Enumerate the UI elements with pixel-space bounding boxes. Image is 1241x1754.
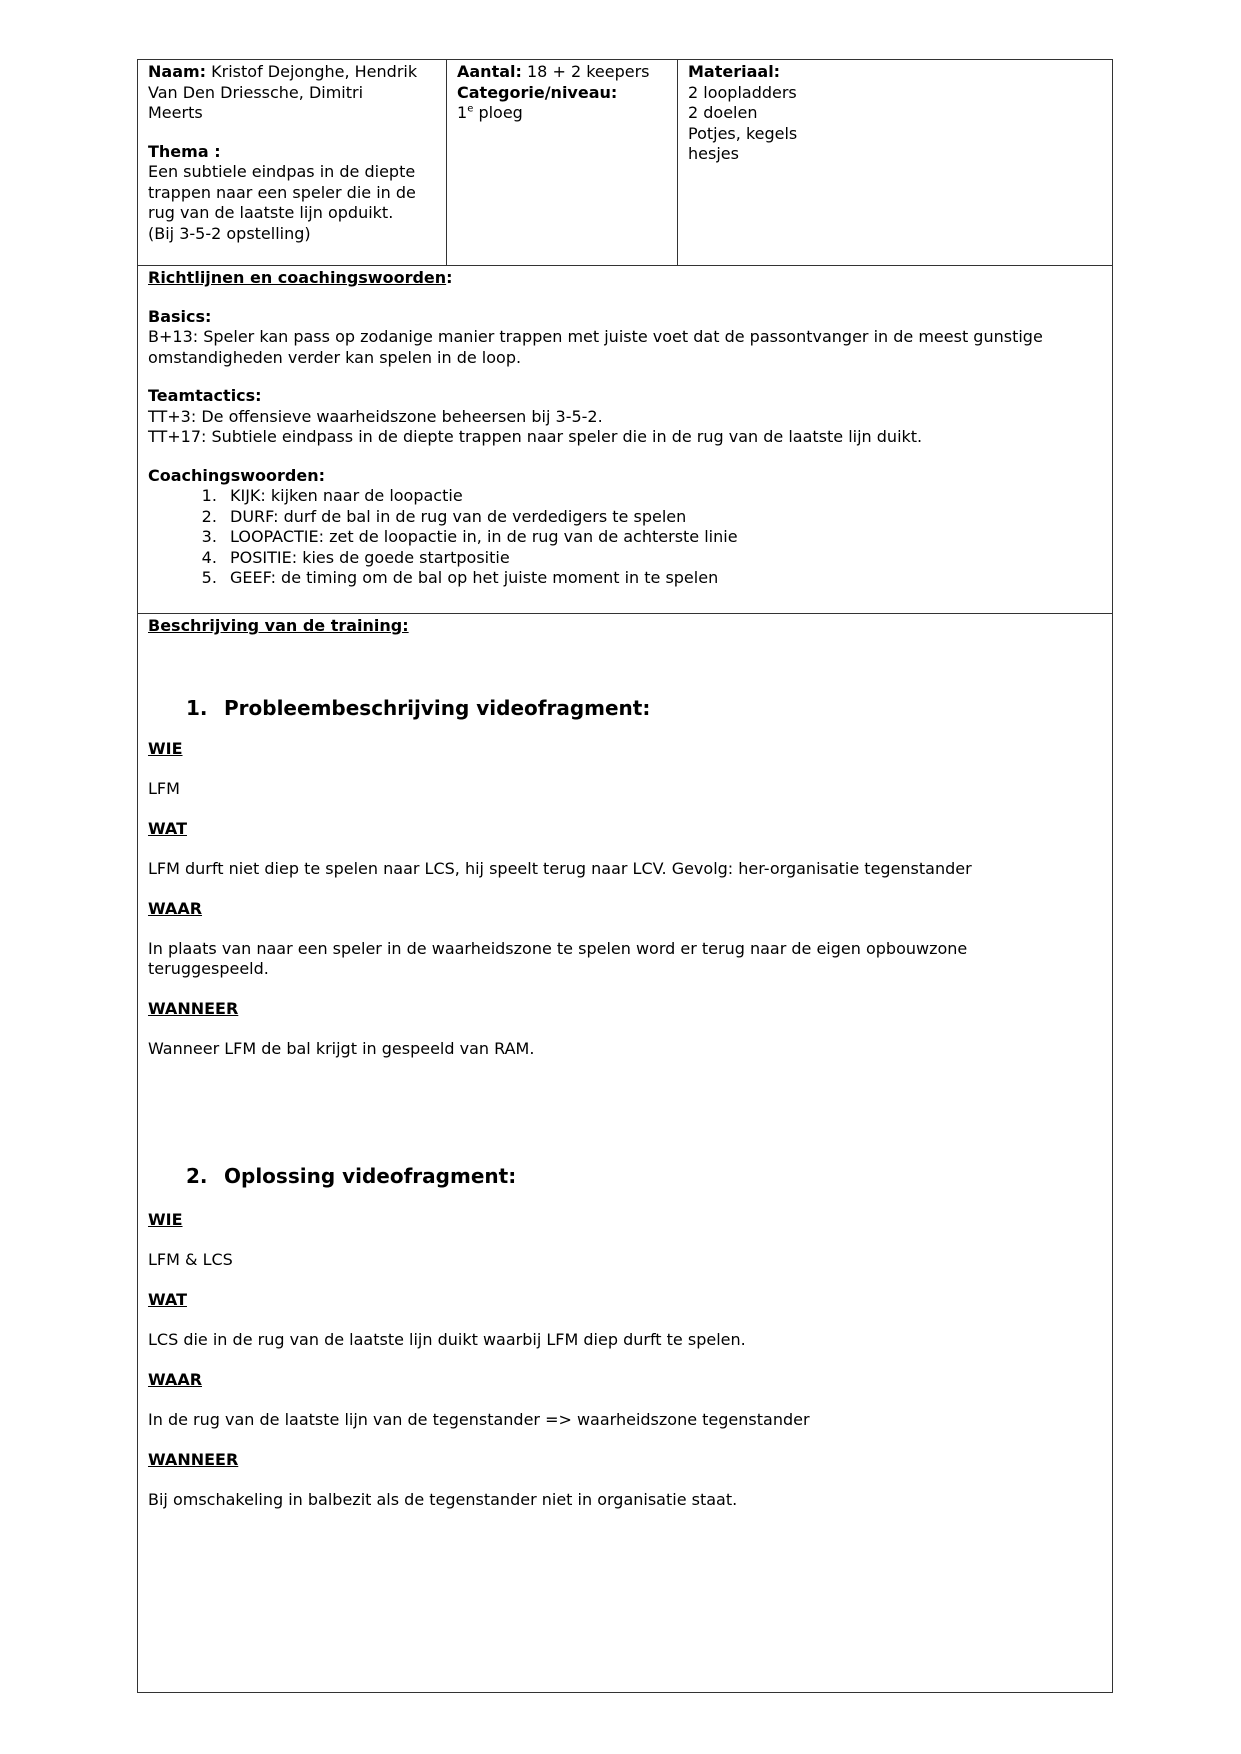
categorie-value: ploeg bbox=[478, 103, 523, 122]
s2-wat-label: WAT bbox=[148, 1290, 187, 1309]
coaching-label: Coachingswoorden: bbox=[148, 465, 326, 485]
s1-waar-line: teruggespeeld. bbox=[148, 959, 269, 978]
richtlijnen-colon: : bbox=[446, 268, 453, 287]
header-row bbox=[138, 60, 1112, 266]
s1-wie-value: LFM bbox=[148, 779, 180, 798]
s2-wie-value: LFM & LCS bbox=[148, 1250, 233, 1269]
s2-wie-label: WIE bbox=[148, 1210, 183, 1229]
materiaal-item: 2 loopladders bbox=[688, 82, 797, 102]
thema-label: Thema : bbox=[148, 141, 221, 161]
naam-label: Naam: bbox=[148, 62, 207, 81]
s1-wie-label: WIE bbox=[148, 739, 183, 758]
s1-wanneer-value: Wanneer LFM de bal krijgt in gespeeld van RAM. bbox=[148, 1039, 535, 1058]
coaching-item: 4. POSITIE: kies de goede startpositie bbox=[222, 548, 1102, 569]
naam-line3: Meerts bbox=[148, 103, 203, 122]
teamtactic-line: TT+3: De offensieve waarheidszone beheersen bij 3-5-2. bbox=[148, 406, 603, 426]
richtlijnen-title: Richtlijnen en coachingswoorden bbox=[148, 268, 447, 287]
naam-line1: Kristof Dejonghe, Hendrik bbox=[211, 62, 418, 81]
basics-line: B+13: Speler kan pass op zodanige manier trappen met juiste voet dat de passontvanger in de meest gunstige bbox=[148, 327, 1043, 346]
s1-wat-label: WAT bbox=[148, 819, 187, 838]
materiaal-item: hesjes bbox=[688, 144, 739, 163]
coaching-item: 1. KIJK: kijken naar de loopactie bbox=[222, 486, 1102, 507]
teamtactic-line: TT+17: Subtiele eindpass in de diepte trappen naar speler die in de rug van de laatste lijn duikt. bbox=[148, 427, 923, 446]
thema-line: trappen naar een speler die in de bbox=[148, 182, 416, 202]
naam-line2: Van Den Driessche, Dimitri bbox=[148, 82, 364, 102]
richtlijnen-section bbox=[138, 266, 1112, 614]
s2-wat-value: LCS die in de rug van de laatste lijn duikt waarbij LFM diep durft te spelen. bbox=[148, 1330, 746, 1349]
s2-waar-value: In de rug van de laatste lijn van de tegenstander => waarheidszone tegenstander bbox=[148, 1410, 810, 1429]
training-sheet bbox=[137, 59, 1113, 1693]
aantal-cell bbox=[447, 60, 678, 265]
coaching-item: 3. LOOPACTIE: zet de loopactie in, in de rug van de achterste linie bbox=[222, 527, 1102, 548]
s1-waar-label: WAAR bbox=[148, 899, 203, 918]
categorie-num: 1 bbox=[457, 103, 468, 122]
section1-heading: 1. Probleembeschrijving videofragment: bbox=[186, 696, 651, 720]
basics-line: omstandigheden verder kan spelen in de loop. bbox=[148, 347, 522, 367]
categorie-label: Categorie/niveau: bbox=[457, 82, 618, 102]
coaching-list bbox=[148, 486, 1102, 589]
materiaal-item: 2 doelen bbox=[688, 103, 758, 122]
beschrijving-section bbox=[138, 614, 1112, 1692]
coaching-item: 2. DURF: durf de bal in de rug van de verdedigers te spelen bbox=[222, 507, 1102, 528]
s1-wat-value: LFM durft niet diep te spelen naar LCS, hij speelt terug naar LCV. Gevolg: her-organisatie tegenstander bbox=[148, 859, 972, 878]
materiaal-item: Potjes, kegels bbox=[688, 123, 798, 143]
thema-line: (Bij 3-5-2 opstelling) bbox=[148, 223, 311, 243]
aantal-label: Aantal: bbox=[457, 62, 522, 81]
thema-line: rug van de laatste lijn opduikt. bbox=[148, 203, 394, 222]
section2-heading: 2. Oplossing videofragment: bbox=[186, 1164, 517, 1188]
categorie-value-line bbox=[457, 103, 667, 124]
thema-line: Een subtiele eindpas in de diepte bbox=[148, 162, 416, 181]
categorie-sup: e bbox=[467, 103, 474, 115]
coaching-item: 5. GEEF: de timing om de bal op het juiste moment in te spelen bbox=[222, 568, 1102, 589]
materiaal-label: Materiaal: bbox=[688, 62, 781, 81]
s1-waar-line: In plaats van naar een speler in de waarheidszone te spelen word er terug naar de eigen opbouwzone bbox=[148, 939, 968, 958]
naam-thema-cell bbox=[138, 60, 447, 265]
s1-wanneer-label: WANNEER bbox=[148, 999, 239, 1018]
beschrijving-title: Beschrijving van de training: bbox=[148, 616, 409, 635]
s2-wanneer-label: WANNEER bbox=[148, 1450, 239, 1469]
teamtactics-label: Teamtactics: bbox=[148, 386, 262, 405]
s2-wanneer-value: Bij omschakeling in balbezit als de tegenstander niet in organisatie staat. bbox=[148, 1490, 738, 1509]
materiaal-cell bbox=[678, 60, 1112, 265]
s2-waar-label: WAAR bbox=[148, 1370, 203, 1389]
aantal-value: 18 + 2 keepers bbox=[527, 62, 650, 81]
basics-label: Basics: bbox=[148, 306, 212, 326]
